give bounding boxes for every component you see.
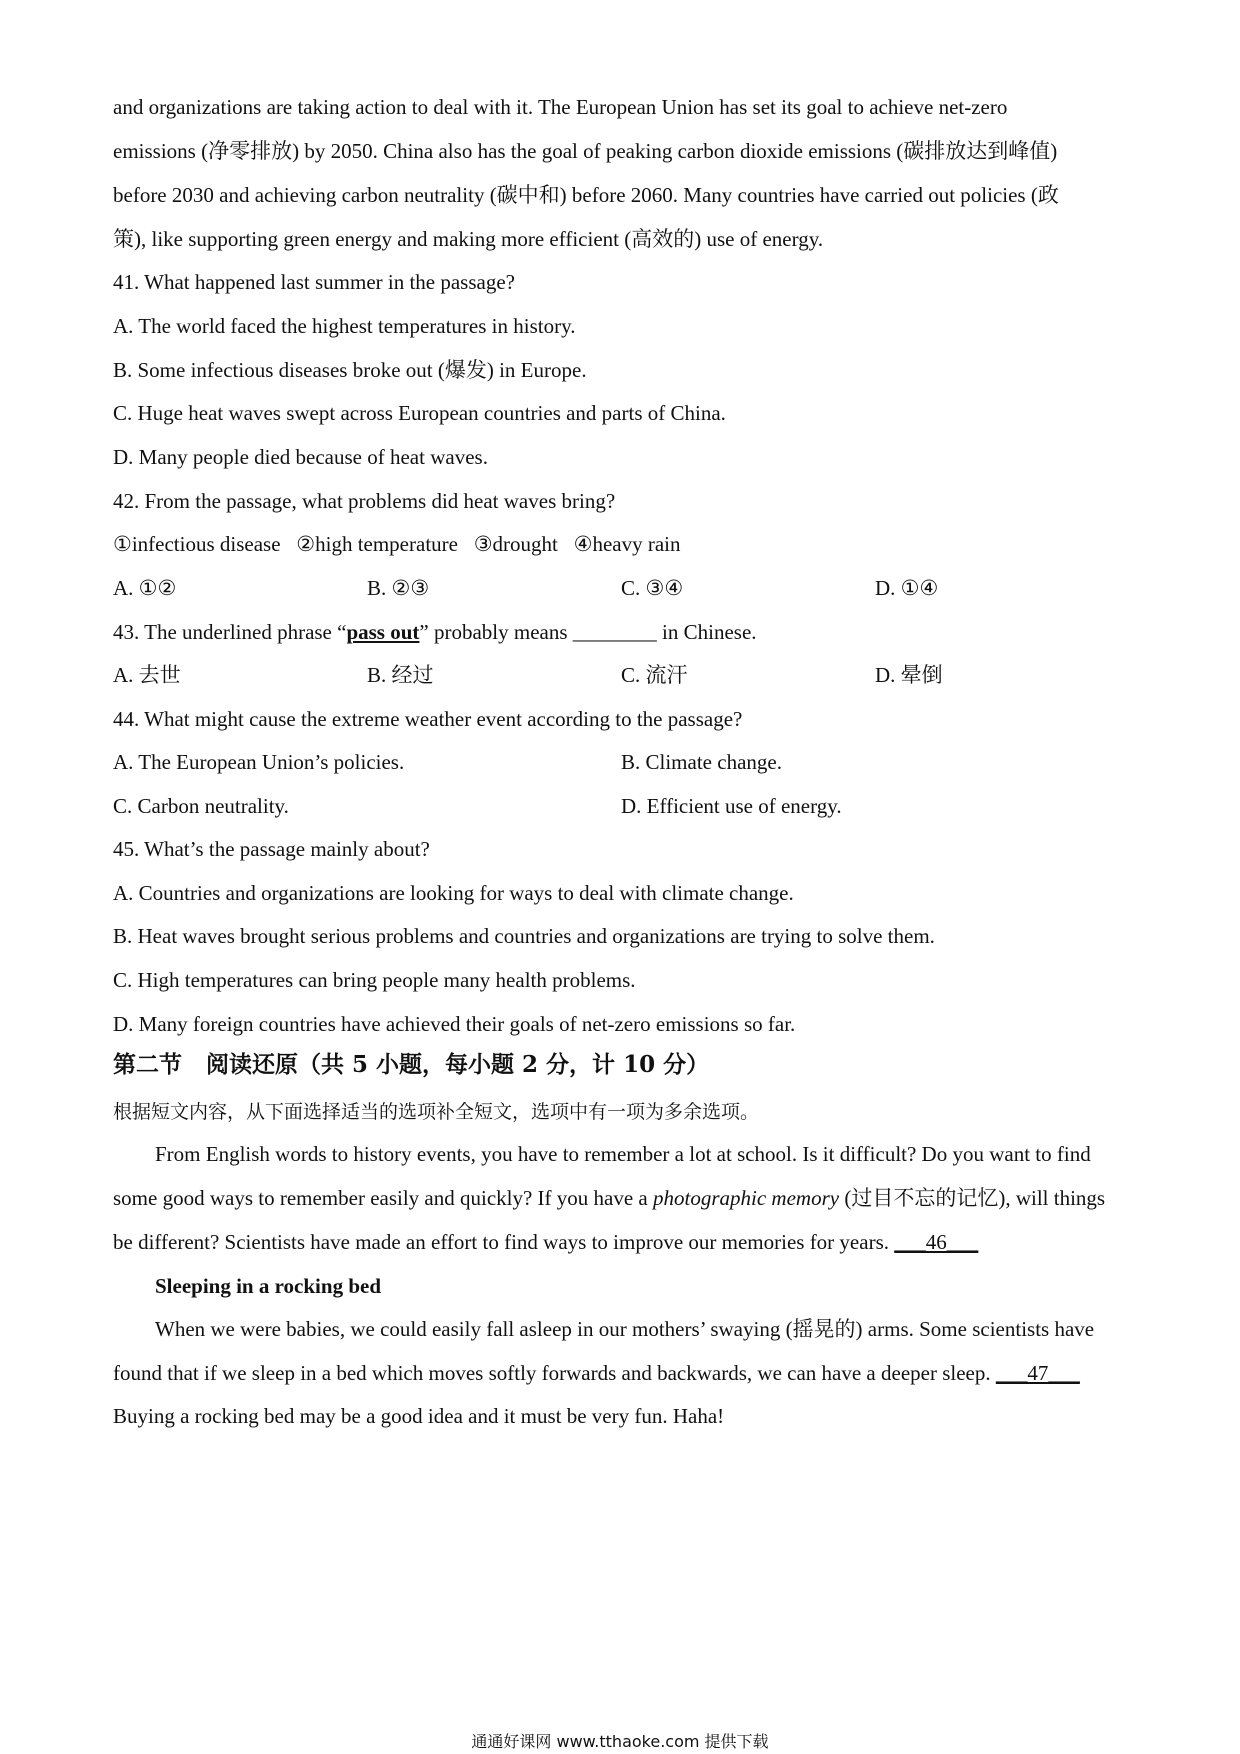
question-42-option-c: C. ③④ xyxy=(621,576,684,600)
para2-line-2-text: found that if we sleep in a bed which moves softly forwards and backwards, we can have a deeper sleep. xyxy=(113,1361,996,1385)
para1-line-2 xyxy=(113,1184,1133,1212)
passage-line-2: emissions (净零排放) by 2050. China also has the goal of peaking carbon dioxide emissions (碳排放达到峰值) xyxy=(113,139,1058,163)
question-45-option-a: A. Countries and organizations are looking for ways to deal with climate change. xyxy=(113,881,794,905)
subheading-rocking-bed: Sleeping in a rocking bed xyxy=(155,1274,381,1298)
question-44-option-d: D. Efficient use of energy. xyxy=(621,794,842,818)
question-42-items: ①infectious disease ②high temperature ③drought ④heavy rain xyxy=(113,532,681,556)
para1-line-2-start: some good ways to remember easily and quickly? If you have a xyxy=(113,1186,654,1210)
question-43-option-a-text: A. 去世 xyxy=(113,663,181,687)
para2-line-3: Buying a rocking bed may be a good idea and it must be very fun. Haha! xyxy=(113,1404,725,1428)
para1-line-3 xyxy=(113,1228,1133,1256)
question-43-option-d-text: D. 晕倒 xyxy=(875,663,943,687)
section-2-instruction: 根据短文内容，从下面选择适当的选项补全短文，选项中有一项为多余选项。 xyxy=(113,1101,760,1123)
para2-line-1: When we were babies, we could easily fall asleep in our mothers’ swaying (摇晃的) arms. Some scientists have xyxy=(155,1317,1095,1341)
question-41-stem: 41. What happened last summer in the passage? xyxy=(113,270,515,294)
page-footer: 通通好课网 www.tthaoke.com 提供下载 xyxy=(471,1732,769,1751)
para1-line-1: From English words to history events, you have to remember a lot at school. Is it difficult? Do you want to find xyxy=(155,1142,1091,1166)
blank-47: ___47___ xyxy=(995,1361,1080,1385)
question-42-stem: 42. From the passage, what problems did heat waves bring? xyxy=(113,489,616,513)
question-45-option-d: D. Many foreign countries have achieved their goals of net-zero emissions so far. xyxy=(113,1012,796,1036)
question-42-option-d: D. ①④ xyxy=(875,576,939,600)
answer-blank: ________ xyxy=(572,620,657,644)
question-43-option-d xyxy=(875,661,943,689)
question-43-stem-middle: ” probably means xyxy=(419,620,573,644)
question-43-stem-end: in Chinese. xyxy=(656,620,757,644)
para2-line-2 xyxy=(113,1359,1133,1387)
blank-46: ___46___ xyxy=(894,1230,979,1254)
question-41-option-c: C. Huge heat waves swept across European countries and parts of China. xyxy=(113,401,726,425)
question-44-option-c: C. Carbon neutrality. xyxy=(113,794,289,818)
question-42-option-a: A. ①② xyxy=(113,576,177,600)
question-43-option-a xyxy=(113,661,181,689)
question-43-option-c xyxy=(621,661,688,689)
section-2-title: 第二节 阅读还原（共 5 小题，每小题 2 分，计 10 分） xyxy=(113,1051,710,1078)
question-44-option-a: A. The European Union’s policies. xyxy=(113,750,405,774)
question-43-option-c-text: C. 流汗 xyxy=(621,663,688,687)
passage-line-1: and organizations are taking action to deal with it. The European Union has set its goal to achieve net-zero xyxy=(113,95,1008,119)
question-43-stem-start: 43. The underlined phrase “ xyxy=(113,620,347,644)
question-43-option-b xyxy=(367,661,434,689)
question-42-option-b: B. ②③ xyxy=(367,576,430,600)
question-41-option-a: A. The world faced the highest temperatures in history. xyxy=(113,314,576,338)
para1-line-3-text: be different? Scientists have made an effort to find ways to improve our memories for years. xyxy=(113,1230,895,1254)
photographic-memory-term: photographic memory xyxy=(653,1186,840,1210)
passage-line-4: 策), like supporting green energy and making more efficient (高效的) use of energy. xyxy=(113,227,824,251)
question-45-option-b: B. Heat waves brought serious problems and countries and organizations are trying to solve them. xyxy=(113,924,935,948)
question-45-option-c: C. High temperatures can bring people many health problems. xyxy=(113,968,636,992)
question-44-option-b: B. Climate change. xyxy=(621,750,782,774)
passage-line-3: before 2030 and achieving carbon neutrality (碳中和) before 2060. Many countries have carried out policies (政 xyxy=(113,183,1059,207)
question-43-stem xyxy=(113,618,1133,646)
underlined-phrase: pass out xyxy=(346,620,420,644)
question-41-option-d: D. Many people died because of heat waves. xyxy=(113,445,488,469)
question-45-stem: 45. What’s the passage mainly about? xyxy=(113,837,430,861)
question-43-option-b-text: B. 经过 xyxy=(367,663,434,687)
question-41-option-b: B. Some infectious diseases broke out (爆发) in Europe. xyxy=(113,358,587,382)
para1-line-2-end: (过目不忘的记忆), will things xyxy=(839,1186,1106,1210)
question-44-stem: 44. What might cause the extreme weather event according to the passage? xyxy=(113,707,743,731)
